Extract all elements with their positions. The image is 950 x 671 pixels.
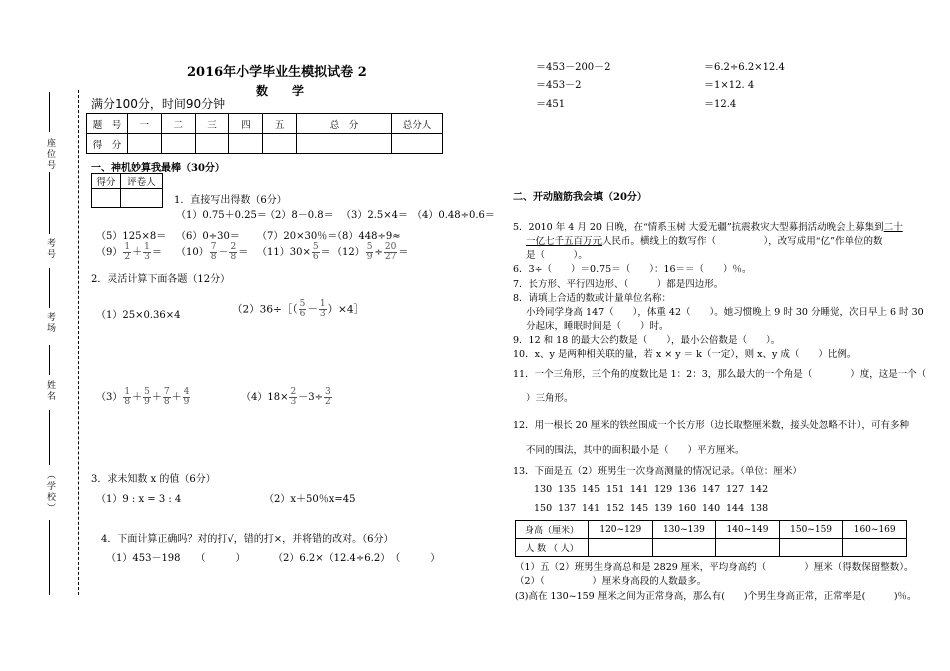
q5-line-3: 是（ ）。 — [526, 250, 588, 261]
margin-line — [49, 92, 50, 132]
score-input-cell[interactable] — [161, 134, 195, 154]
q8-line-2: 小玲同学身高 147（ ），体重 42（ ）。她习惯晚上 9 时 30 分睡觉，次日早上 6 时 30 — [526, 307, 924, 318]
q3-item-1: （1）9 : x = 3 : 4 — [96, 494, 182, 505]
margin-line — [49, 268, 50, 308]
score-input-cell[interactable] — [392, 134, 443, 154]
q1-item: （5）125×8＝ — [96, 231, 167, 242]
cut-line — [78, 90, 79, 595]
freq-header-cell: 160~169 — [843, 521, 907, 539]
score-table-cell: 题 号 — [87, 114, 128, 134]
q7: 7．长方形、平行四边形、（ ）都是四边形。 — [513, 279, 724, 290]
q13-sub-3: (3)高在 130~159 厘米之间为正常身高，那么有( )个男生身高正常，正常率是( )％。 — [515, 591, 917, 602]
student-name-label: 姓名 — [45, 380, 55, 402]
heights-row-1: 130 135 145 151 141 129 136 147 127 142 — [534, 484, 769, 495]
q13-sub-1: （1）五（2）班男生身高总和是 2829 厘米，平均身高约（ ）厘米（得数保留整数）。 — [515, 562, 914, 573]
score-input-cell[interactable] — [128, 134, 162, 154]
q3-title: 3．求未知数 x 的值（6分） — [91, 474, 216, 485]
grader-box — [91, 173, 163, 208]
score-input-cell[interactable] — [195, 134, 229, 154]
q1-item: （6）0÷30＝ — [176, 231, 240, 242]
grader-box-grader: 评卷人 — [120, 174, 162, 189]
q2-item-1: （1）25×0.36×4 — [96, 310, 181, 321]
freq-header-cell: 140~149 — [716, 521, 780, 539]
q10: 10．x、y 是两种相关联的量，若 x × y ＝ k（一定），则 x、y 成（ ）比例。 — [513, 349, 857, 360]
q4-item-1: （1）453－198 （ ） — [106, 553, 246, 564]
grader-input-cell[interactable] — [92, 189, 121, 208]
q1-item-12: （12） $\frac{5}{9}$ ÷ $\frac{20}{27}$ ＝ — [332, 242, 409, 262]
q11-line-1: 11．一个三角形，三个角的度数比是 1：2：3，那么最大的一个角是（ ）度，这是一个（ — [513, 369, 927, 380]
q11-line-2: ）三角形。 — [526, 393, 574, 404]
freq-header-cell: 150~159 — [779, 521, 843, 539]
q1-item: （1）0.75＋0.25＝ — [176, 210, 267, 221]
q1-item: （2）8－0.8＝ — [265, 210, 334, 221]
score-table-cell: 总分人 — [392, 114, 443, 134]
q13: 13．下面是五（2）班男生一次身高测量的情况记录。（单位：厘米） — [513, 466, 802, 477]
freq-input-cell[interactable] — [779, 539, 843, 557]
q1-item: （7）20×30％＝ — [257, 231, 338, 242]
q1-item-11: （11）30× $\frac{5}{6}$ ＝ — [257, 242, 331, 262]
q5-line-1: 5．2010 年 4 月 20 日晚，在“情系玉树 大爱无疆”抗震救灾大型募捐活动晚会上募集到二十 — [513, 222, 903, 233]
freq-input-cell[interactable] — [652, 539, 716, 557]
q2-item-3: （3） $\frac{1}{8}$ ＋ $\frac{5}{9}$ ＋ $\frac{7}{8}$ ＋ $\frac{4}{9}$ — [96, 387, 190, 407]
work-line: ＝453－200－2 — [536, 62, 611, 73]
score-table — [86, 113, 443, 154]
q8-line-3: 分起床，睡眠时间是（ ）时。 — [526, 321, 669, 332]
q1-item: （4）0.48÷0.6＝ — [412, 210, 495, 221]
score-input-cell[interactable] — [263, 134, 297, 154]
q6: 6．3÷（ ）＝0.75＝（ ）：16＝＝（ ）％。 — [513, 264, 752, 275]
seat-label: 座位号 — [45, 138, 55, 171]
section-1-title: 一、神机妙算我最棒（30分） — [91, 163, 225, 174]
margin-line — [49, 345, 50, 375]
work-line: ＝451 — [536, 99, 566, 110]
subject-title: 数 学 — [256, 84, 305, 98]
score-input-cell[interactable] — [229, 134, 263, 154]
q8: 8．请填上合适的数或计量单位名称： — [513, 293, 672, 304]
section-2-title: 二、开动脑筋我会填（20分） — [513, 192, 647, 203]
q13-sub-2: （2）（ ）厘米身高段的人数最多。 — [515, 576, 707, 587]
score-table-cell: 四 — [229, 114, 263, 134]
q2-item-2: （2）36÷［（ $\frac{5}{6}$ － $\frac{1}{3}$ ）×4］ — [232, 299, 365, 319]
work-line: ＝12.4 — [704, 99, 737, 110]
freq-row-label: 人 数 （ 人） — [516, 539, 589, 557]
exam-info: 满分100分，时间90分钟 — [91, 97, 226, 111]
exam-no-label: 考号 — [45, 238, 55, 260]
freq-header-cell: 身高（厘米） — [516, 521, 589, 539]
score-table-cell: 一 — [128, 114, 162, 134]
freq-header-cell: 120~129 — [589, 521, 653, 539]
q2-item-4: （4）18× $\frac{2}{3}$ －3÷ $\frac{3}{2}$ — [241, 387, 331, 407]
q9: 9．12 和 18 的最大公约数是（ ），最小公倍数是（ ）。 — [513, 335, 781, 346]
work-line: ＝453－2 — [536, 80, 582, 91]
exam-room-label: 考场 — [45, 312, 55, 334]
work-line: ＝1×12. 4 — [704, 80, 755, 91]
q4-item-2: （2）6.2×（12.4÷6.2） （ ） — [273, 553, 441, 564]
margin-line — [49, 410, 50, 465]
height-frequency-table — [515, 520, 907, 557]
score-input-cell[interactable] — [297, 134, 392, 154]
score-table-cell: 得 分 — [87, 134, 128, 154]
q1-title: 1．直接写出得数（6分） — [174, 195, 287, 206]
q1-item: （8）448÷9≈ — [332, 231, 401, 242]
grader-box-score: 得分 — [92, 174, 121, 189]
q1-item-9: （9） $\frac{1}{2}$ ＋ $\frac{1}{3}$ ＝ — [96, 242, 162, 262]
q2-title: 2．灵活计算下面各题（12分） — [91, 274, 231, 285]
margin-line — [49, 172, 50, 234]
freq-input-cell[interactable] — [843, 539, 907, 557]
q4-title: 4．下面计算正确吗？对的打√，错的打×，并将错的改对。（6分） — [101, 534, 394, 545]
score-table-cell: 二 — [161, 114, 195, 134]
freq-header-cell: 130~139 — [652, 521, 716, 539]
heights-row-2: 150 137 141 152 145 139 160 140 144 138 — [534, 503, 769, 514]
margin-line — [49, 520, 50, 595]
paper-title: 2016年小学毕业生模拟试卷 2 — [187, 65, 367, 80]
q1-item: （3）2.5×4＝ — [341, 210, 409, 221]
q12-line-1: 12．用一根长 20 厘米的铁丝围成一个长方形（边长取整厘米数，接头处忽略不计），可有多种 — [513, 420, 909, 431]
score-table-cell: 三 — [195, 114, 229, 134]
q1-item-10: （10） $\frac{7}{8}$ － $\frac{2}{8}$ ＝ — [176, 242, 249, 262]
grader-input-cell[interactable] — [120, 189, 162, 208]
freq-input-cell[interactable] — [716, 539, 780, 557]
score-table-cell: 五 — [263, 114, 297, 134]
freq-input-cell[interactable] — [589, 539, 653, 557]
school-label: （学校） — [45, 470, 55, 514]
work-line: ＝6.2÷6.2×12.4 — [704, 62, 785, 73]
q12-line-2: 不同的围法，其中的面积最小是（ ）平方厘米。 — [526, 445, 745, 456]
q3-item-2: （2）x＋50％x=45 — [264, 494, 356, 505]
score-table-cell: 总 分 — [297, 114, 392, 134]
q5-line-2: 一亿七千五百万元人民币。横线上的数写作（ ），改写成用“亿”作单位的数 — [526, 236, 883, 247]
